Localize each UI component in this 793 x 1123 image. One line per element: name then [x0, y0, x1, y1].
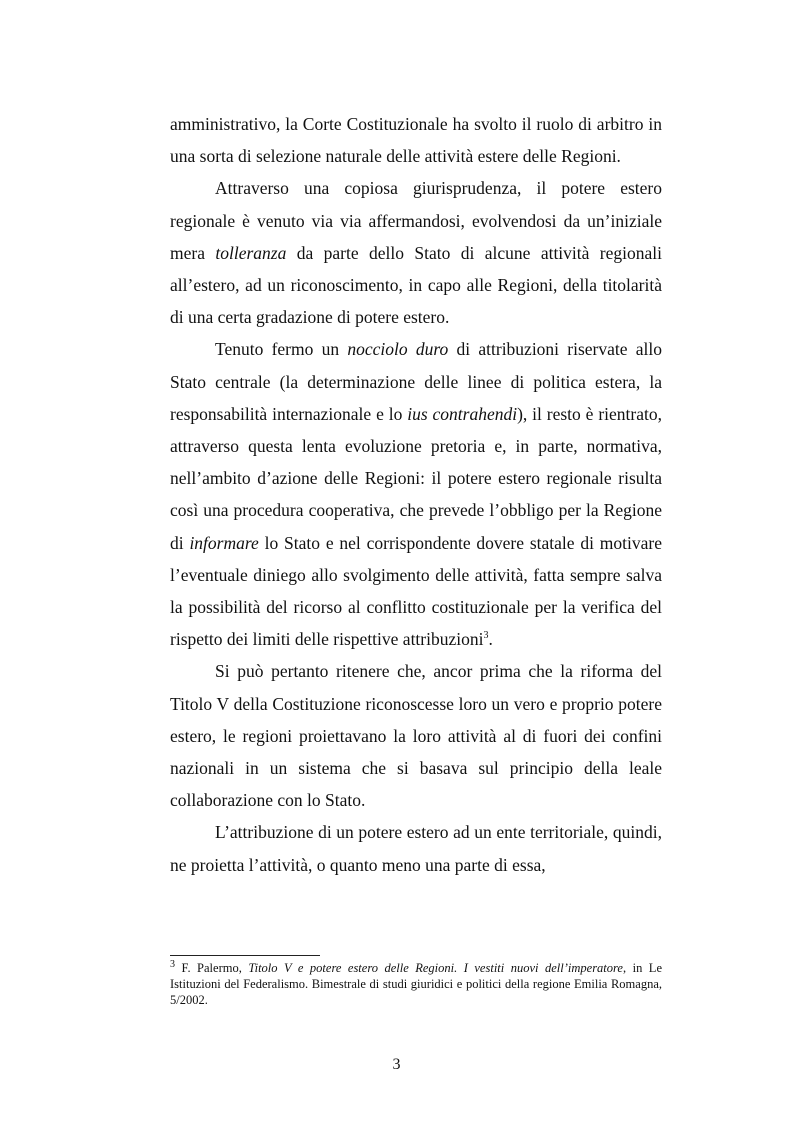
footnote-separator — [170, 955, 320, 956]
text-run: Attraverso una copiosa giurisprudenza, il potere estero regionale è venuto via via affermandosi, evolvendosi da un’iniziale mera — [170, 178, 662, 263]
text-run: . — [488, 629, 493, 650]
paragraph-3 — [170, 333, 662, 655]
italic-run: nocciolo duro — [347, 339, 449, 360]
paragraph-2 — [170, 172, 662, 333]
text-run: lo Stato e nel corrispondente dovere statale di motivare l’eventuale diniego allo svolgimento delle attività, fatta sempre salva la possibilità del ricorso al conflitto costituzionale per la verifica del rispetto dei limiti delle rispettive attribuzioni — [170, 532, 662, 650]
text-run: L’attribuzione di un potere estero ad un ente territoriale, quindi, ne proietta l’attività, o quanto meno una parte di essa, — [170, 822, 662, 875]
italic-run: Titolo V e potere estero delle Regioni. I vestiti nuovi dell’imperatore — [248, 961, 623, 975]
text-run: amministrativo, la Corte Costituzionale ha svolto il ruolo di arbitro in una sorta di selezione naturale delle attività estere delle Regioni. — [170, 114, 662, 167]
italic-run: informare — [189, 532, 259, 553]
text-run: di attribuzioni riservate allo Stato centrale (la determinazione delle linee di politica estera, la responsabilità internazionale e lo — [170, 339, 663, 424]
footnote — [170, 960, 662, 1008]
italic-run: tolleranza — [215, 242, 287, 263]
paragraph-1 — [170, 108, 662, 172]
paragraph-5 — [170, 816, 662, 880]
text-run: Tenuto fermo un — [215, 339, 348, 360]
footnote-marker: 3 — [170, 958, 175, 970]
text-run: , in Le Istituzioni del Federalismo. Bimestrale di studi giuridici e politici della regione Emilia Romagna, 5/2002. — [170, 961, 662, 1007]
page-number: 3 — [392, 1056, 401, 1073]
text-run: F. Palermo, — [175, 961, 249, 975]
text-run: Si può pertanto ritenere che, ancor prima che la riforma del Titolo V della Costituzione riconoscesse loro un vero e proprio potere estero, le regioni proiettavano la loro attività al di fuori dei confini nazionali in un sistema che si basava sul principio della leale collaborazione con lo Stato. — [170, 661, 662, 811]
footnote-3 — [170, 960, 662, 1008]
paragraph-4 — [170, 655, 662, 816]
footnote-marker: 3 — [483, 630, 489, 642]
text-run: ), il resto è rientrato, attraverso questa lenta evoluzione pretoria e, in parte, normativa, nell’ambito d’azione delle Regioni: il potere estero regionale risulta così una procedura cooperativa, che prevede l’obbligo per la Regione di — [170, 403, 662, 553]
italic-run: ius contrahendi — [407, 403, 518, 424]
body-text — [170, 108, 662, 881]
text-run: da parte dello Stato di alcune attività regionali all’estero, ad un riconoscimento, in capo alle Regioni, della titolarità di una certa gradazione di potere estero. — [170, 242, 662, 328]
